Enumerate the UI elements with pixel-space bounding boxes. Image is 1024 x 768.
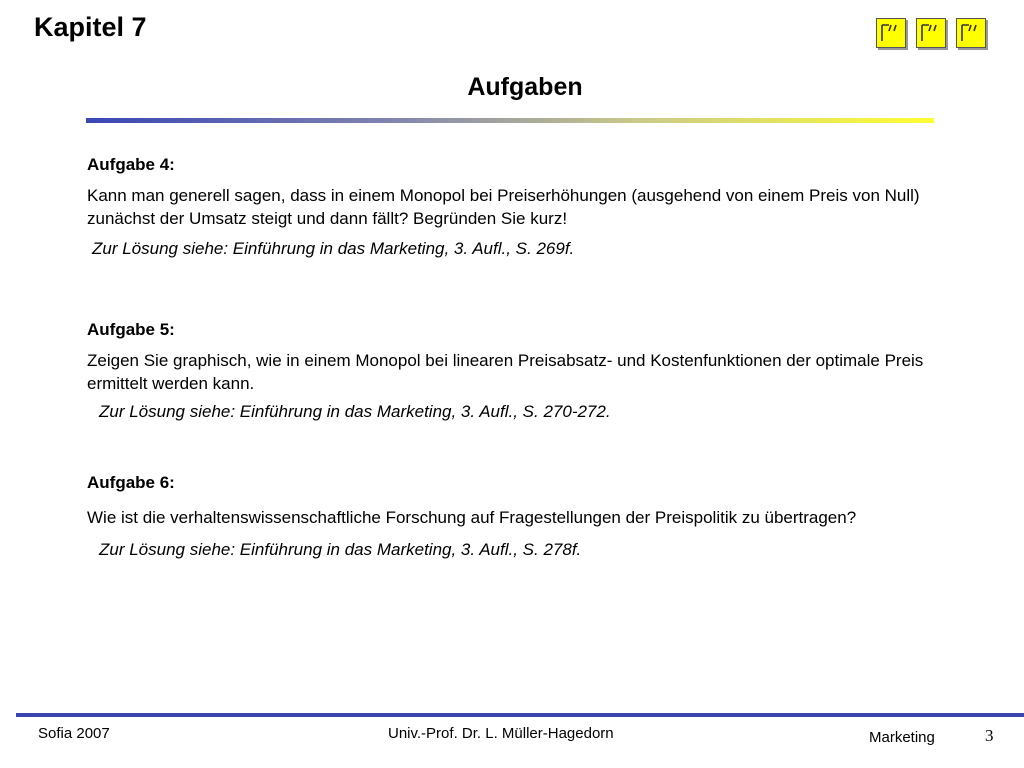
task-block: [87, 472, 947, 561]
chapter-title: Kapitel 7: [34, 12, 147, 42]
task-question: Zeigen Sie graphisch, wie in einem Monopol bei linearen Preisabsatz- und Kostenfunktionen der optimale Preis ermittelt werden kann.: [87, 351, 924, 393]
task-heading: Aufgabe 4:: [87, 155, 175, 174]
task-heading: Aufgabe 5:: [87, 320, 175, 339]
task-solution-reference: Zur Lösung siehe: Einführung in das Marketing, 3. Aufl., S. 278f.: [99, 540, 582, 559]
page-number: 3: [985, 726, 994, 745]
task-question: Kann man generell sagen, dass in einem Monopol bei Preiserhöhungen (ausgehend von einem Preis von Null) zunächst der Umsatz steigt und dann fällt? Begründen Sie kurz!: [87, 186, 920, 228]
footer-divider: [16, 713, 1024, 717]
task-block: [87, 319, 947, 423]
footer-location-year: Sofia 2007: [38, 725, 110, 742]
task-question: Wie ist die verhaltenswissenschaftliche Forschung auf Fragestellungen der Preispolitik zu übertragen?: [87, 508, 857, 527]
task-solution-reference: Zur Lösung siehe: Einführung in das Marketing, 3. Aufl., S. 270-272.: [99, 402, 611, 421]
task-solution-reference: Zur Lösung siehe: Einführung in das Marketing, 3. Aufl., S. 269f.: [92, 239, 575, 258]
mh-logo-icon: [956, 18, 986, 48]
logo-group: [876, 18, 986, 48]
mh-logo-icon: [916, 18, 946, 48]
title-divider: [86, 118, 934, 123]
footer-author: Univ.-Prof. Dr. L. Müller-Hagedorn: [388, 725, 614, 742]
task-block: [87, 154, 947, 260]
mh-logo-icon: [876, 18, 906, 48]
task-heading: Aufgabe 6:: [87, 473, 175, 492]
footer-subject: Marketing: [869, 729, 935, 746]
slide-title: Aufgaben: [467, 73, 583, 101]
